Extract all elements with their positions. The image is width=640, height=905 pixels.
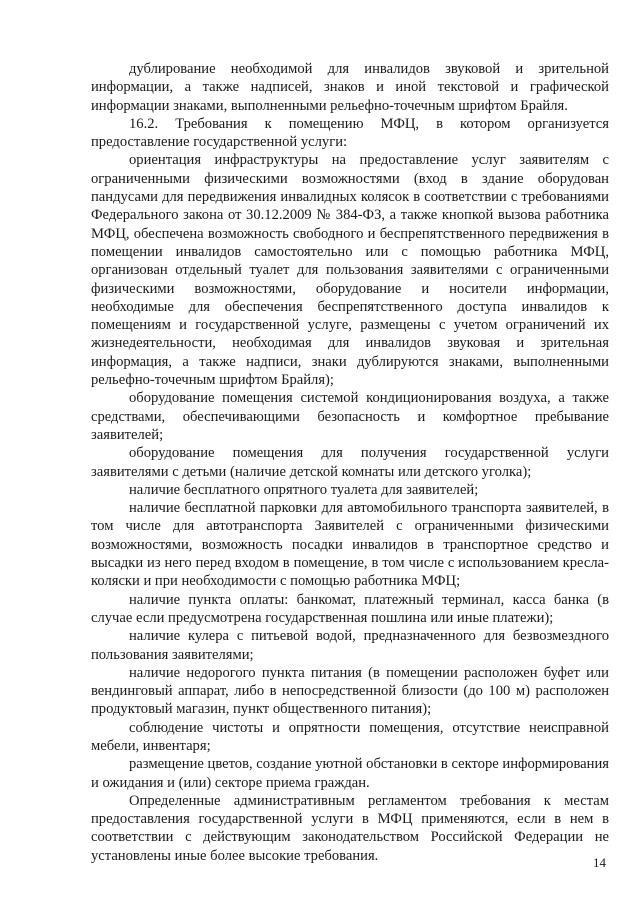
paragraph-water-cooler: наличие кулера с питьевой водой, предназначенного для безвозмездного пользования заявителями; [91, 628, 609, 663]
paragraph-food-point: наличие недорогого пункта питания (в помещении расположен буфет или вендинговый аппарат, либо в непосредственной близости (до 100 м) расположен продуктовый магазин, пункт общественного питания); [91, 664, 609, 718]
paragraph-final-requirements: Определенные административным регламентом требования к местам предоставления государственной услуги в МФЦ применяются, если в нем в соответствии с действующим законодательством Российской Федерации не установлены иные более высокие требования. [91, 792, 609, 864]
document-body [91, 60, 609, 865]
paragraph-air-conditioning: оборудование помещения системой кондиционирования воздуха, а также средствами, обеспечивающими безопасность и комфортное пребывание заявителей; [91, 390, 609, 443]
page-number: 14 [593, 855, 606, 870]
paragraph-braille-duplication: дублирование необходимой для инвалидов звуковой и зрительной информации, а также надписей, знаков и иной текстовой и графической информации знаками, выполненными рельефно-точечным шрифтом Брайля. [91, 61, 609, 114]
paragraph-toilet: наличие бесплатного опрятного туалета для заявителей; [129, 481, 479, 498]
paragraph-children-room: оборудование помещения для получения государственной услуги заявителями с детьми (наличие детской комнаты или детского уголка); [91, 445, 609, 480]
paragraph-parking: наличие бесплатной парковки для автомобильного транспорта заявителей, в том числе для автотранспорта Заявителей с ограниченными физическими возможностями, возможность посадки инвалидов в транспортное средство и высадки из него перед входом в помещение, в том числе с использованием кресла-коляски и при необходимости с помощью работника МФЦ; [91, 500, 609, 590]
paragraph-infrastructure: ориентация инфраструктуры на предоставление услуг заявителям с ограниченными физическими возможностями (вход в здание оборудован пандусами для передвижения инвалидных колясок в соответствии с требованиями Федерального закона от 30.12.2009 № 384-ФЗ, а также кнопкой вызова работника МФЦ, обеспечена возможность свободного и беспрепятственного передвижения в помещении инвалидов самостоятельно или с помощью работника МФЦ, организован отдельный туалет для пользования заявителями с ограниченными физическими возможностями, оборудование и носители информации, необходимые для обеспечения беспрепятственного доступа инвалидов к помещениям и государственной услуге, размещены с учетом ограничений их жизнедеятельности, необходимая для инвалидов звуковая и зрительная информация, а также надписи, знаки дублируются знаками, выполненными рельефно-точечным шрифтом Брайля); [91, 152, 609, 389]
paragraph-flowers: размещение цветов, создание уютной обстановки в секторе информирования и ожидания и (или) секторе приема граждан. [91, 756, 609, 791]
paragraph-cleanliness: соблюдение чистоты и опрятности помещения, отсутствие неисправной мебели, инвентаря; [91, 719, 609, 754]
paragraph-payment-point: наличие пункта оплаты: банкомат, платежный терминал, касса банка (в случае если предусмотрена государственная пошлина или иные платежи); [91, 591, 609, 626]
paragraph-16-2-heading: 16.2. Требования к помещению МФЦ, в котором организуется предоставление государственной услуги: [91, 115, 609, 151]
